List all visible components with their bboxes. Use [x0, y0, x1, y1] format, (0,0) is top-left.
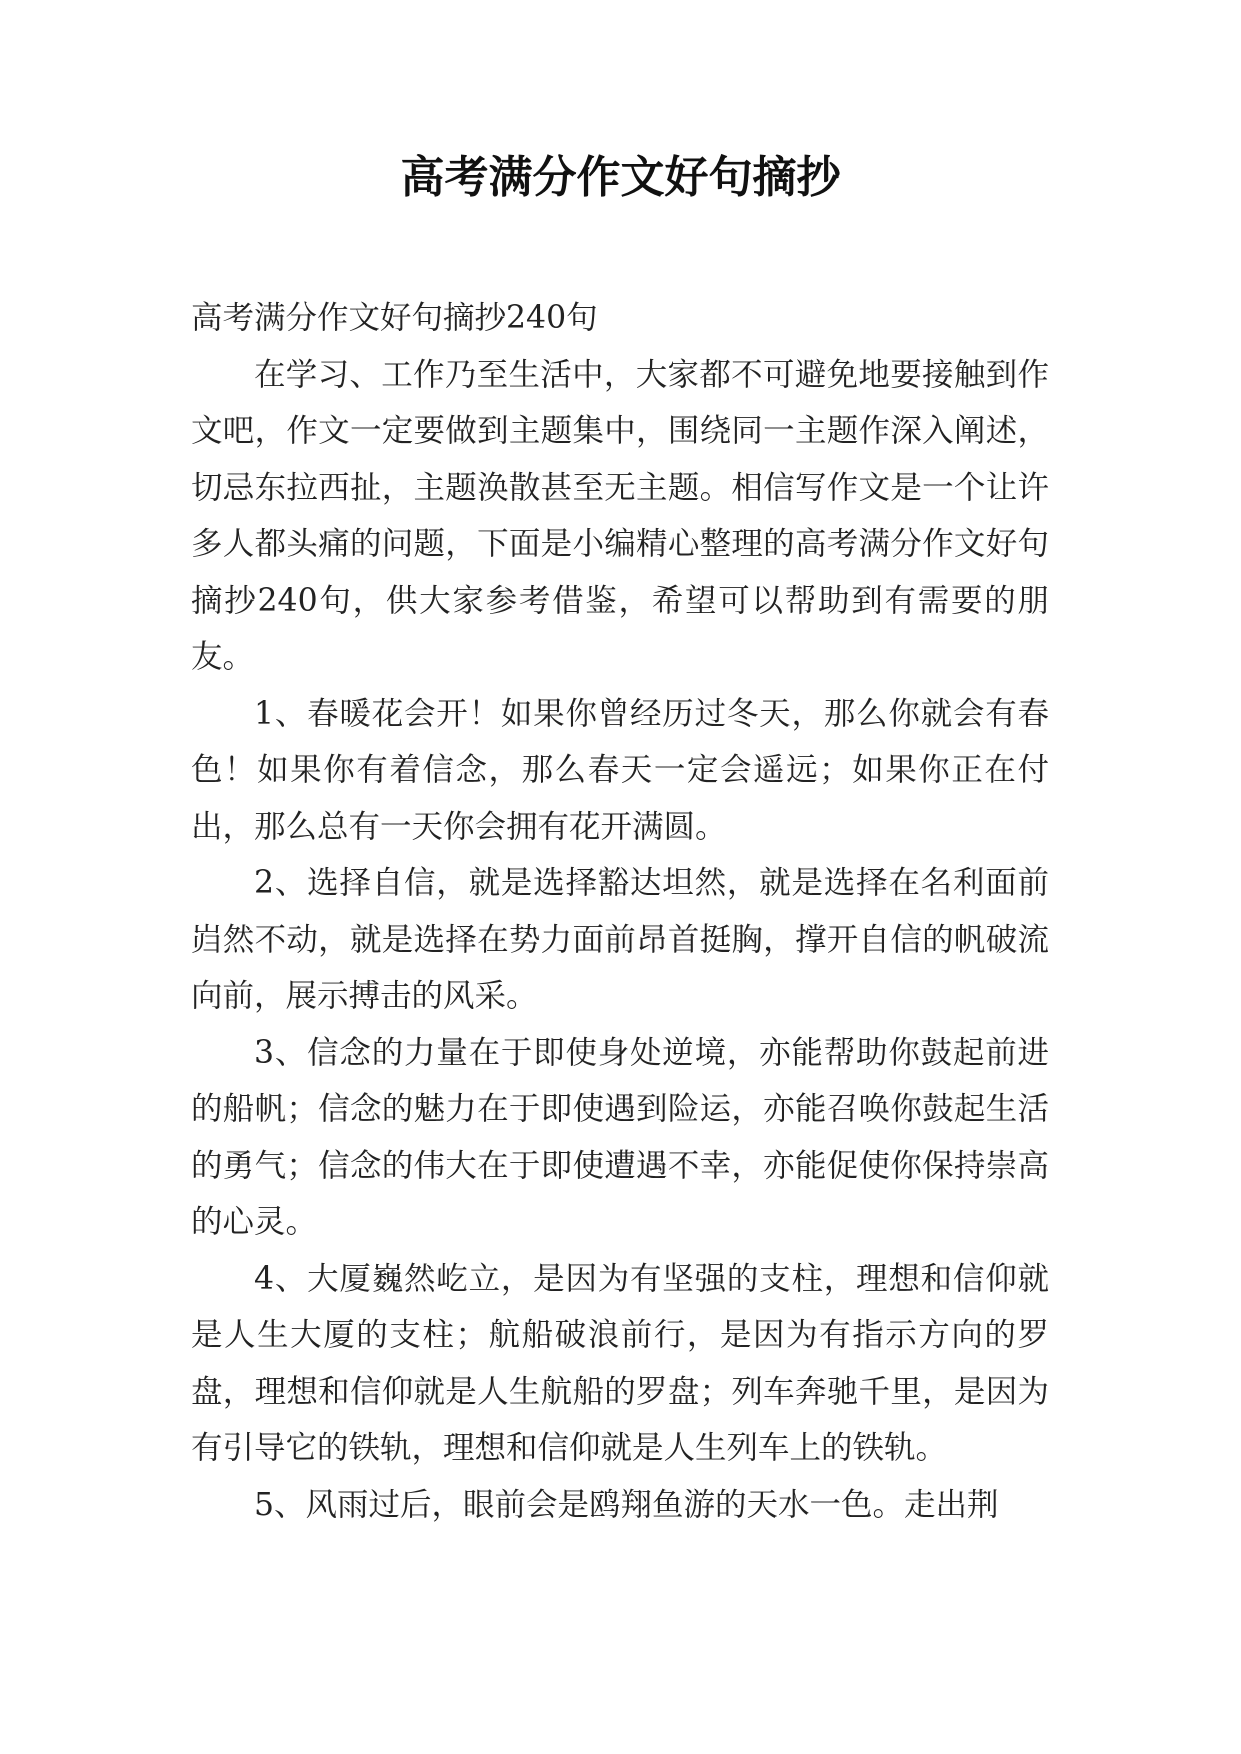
sentence-paragraph-3: 3、信念的力量在于即使身处逆境，亦能帮助你鼓起前进的船帆；信念的魅力在于即使遇到险运，亦能召唤你鼓起生活的勇气；信念的伟大在于即使遭遇不幸，亦能促使你保持崇高的心灵。 — [191, 1034, 1049, 1240]
document-subtitle: 高考满分作文好句摘抄240句 — [191, 300, 598, 336]
sentence-paragraph-5: 5、风雨过后，眼前会是鸥翔鱼游的天水一色。走出荆 — [254, 1486, 999, 1523]
document-title: 高考满分作文好句摘抄 — [400, 152, 841, 203]
document-body — [191, 290, 1049, 1533]
intro-paragraph: 在学习、工作乃至生活中，大家都不可避免地要接触到作文吧，作文一定要做到主题集中，围绕同一主题作深入阐述，切忌东拉西扯，主题涣散甚至无主题。相信写作文是一个让许多人都头痛的问题，下面是小编精心整理的高考满分作文好句摘抄240句，供大家参考借鉴，希望可以帮助到有需要的朋友。 — [191, 356, 1049, 675]
sentence-paragraph-1: 1、春暖花会开！如果你曾经历过冬天，那么你就会有春色！如果你有着信念，那么春天一定会遥远；如果你正在付出，那么总有一天你会拥有花开满圆。 — [191, 695, 1049, 845]
sentence-paragraph-2: 2、选择自信，就是选择豁达坦然，就是选择在名利面前岿然不动，就是选择在势力面前昂首挺胸，撑开自信的帆破流向前，展示搏击的风采。 — [191, 865, 1049, 1014]
sentence-paragraph-4: 4、大厦巍然屹立，是因为有坚强的支柱，理想和信仰就是人生大厦的支柱；航船破浪前行，是因为有指示方向的罗盘，理想和信仰就是人生航船的罗盘；列车奔驰千里，是因为有引导它的铁轨，理想和信仰就是人生列车上的铁轨。 — [191, 1260, 1049, 1466]
